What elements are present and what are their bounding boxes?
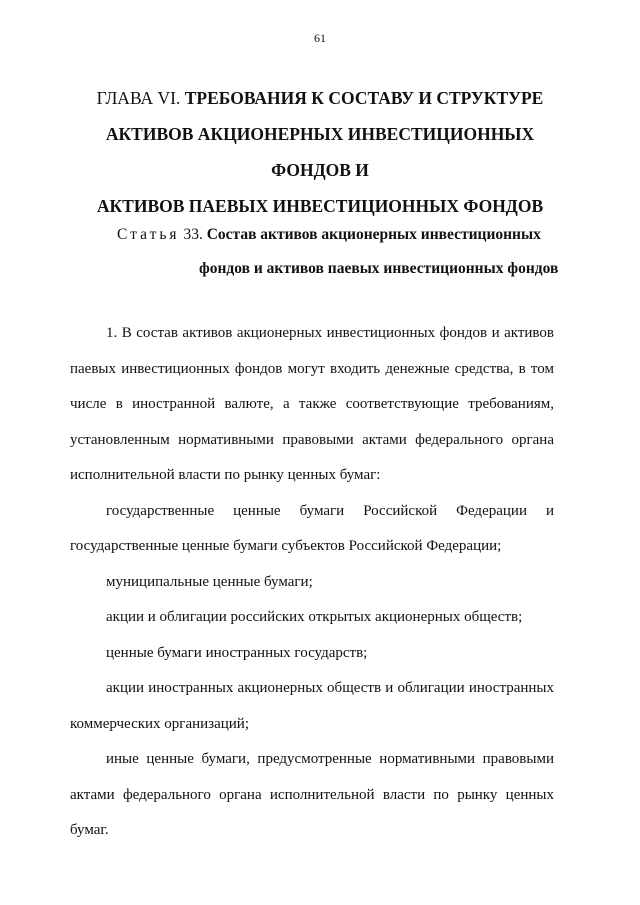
chapter-title-line-2: АКТИВОВ АКЦИОНЕРНЫХ ИНВЕСТИЦИОННЫХ ФОНДОВ И	[105, 124, 535, 180]
article-number: 33.	[183, 226, 203, 243]
page-number: 61	[314, 31, 326, 45]
chapter-title-line-3: АКТИВОВ ПАЕВЫХ ИНВЕСТИЦИОННЫХ ФОНДОВ	[96, 196, 544, 216]
chapter-heading	[70, 80, 570, 224]
list-item-foreign-state-securities: ценные бумаги иностранных государств;	[106, 644, 368, 661]
list-item-other-securities: иные ценные бумаги, предусмотренные нормативными правовыми актами федерального органа исполнительной власти по рынку ценных бумаг.	[70, 751, 554, 838]
article-heading-line-1	[117, 226, 541, 244]
paragraph-intro: 1. В состав активов акционерных инвестиционных фондов и активов паевых инвестиционных фондов могут входить денежные средства, в том числе в иностранной валюте, а также соответствующие требованиям, установленным нормативными правовыми актами федерального органа исполнительной власти по рынку ценных бумаг:	[70, 325, 554, 483]
list-item-municipal-securities: муниципальные ценные бумаги;	[106, 573, 313, 590]
list-item-russian-shares-bonds: акции и облигации российских открытых акционерных обществ;	[106, 609, 523, 625]
article-body	[70, 316, 554, 849]
article-heading-line-2	[199, 260, 558, 278]
article-title-line-2: фондов и активов паевых инвестиционных фондов	[199, 260, 559, 277]
chapter-prefix: ГЛАВА VI.	[96, 88, 181, 108]
list-item-state-securities: государственные ценные бумаги Российской Федерации и государственные ценные бумаги субъектов Российской Федерации;	[70, 502, 554, 554]
chapter-heading-line-1	[70, 80, 570, 116]
article-title-line-1: Состав активов акционерных инвестиционных	[206, 226, 541, 243]
chapter-title-line-1: ТРЕБОВАНИЯ К СОСТАВУ И СТРУКТУРЕ	[184, 88, 544, 108]
article-word: Статья	[117, 226, 180, 243]
list-item-foreign-shares-bonds: акции иностранных акционерных обществ и облигации иностранных коммерческих организаций;	[70, 680, 554, 732]
